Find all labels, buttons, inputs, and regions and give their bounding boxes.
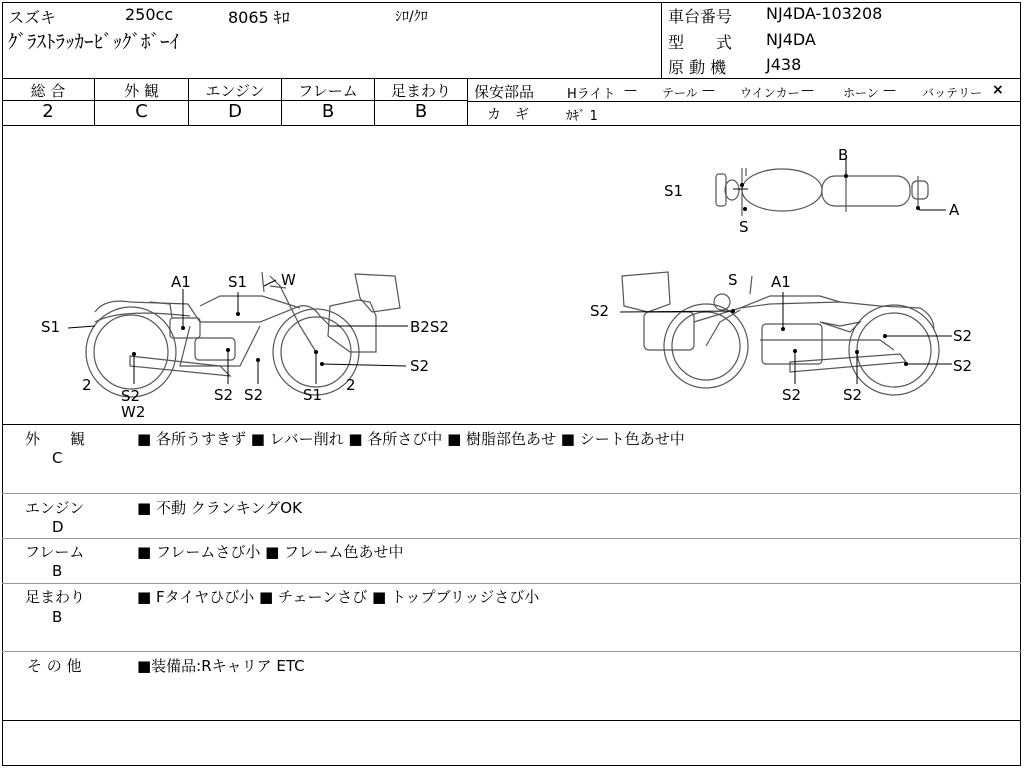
safety-battery-status: × — [992, 82, 1004, 98]
reg-value: NJ4DA-103208 — [766, 4, 883, 23]
color: ｼﾛ/ｸﾛ — [395, 9, 428, 25]
diagram-label: S2 — [953, 357, 973, 375]
diagram-label: W2 — [121, 403, 146, 421]
divider — [2, 651, 1021, 652]
diagram-label: 2 — [346, 376, 356, 394]
safety-horn: ホーン — [843, 86, 879, 100]
type-value: NJ4DA — [766, 30, 816, 49]
diagram-label: S2 — [782, 386, 802, 404]
divider — [2, 78, 1021, 79]
remark-text-other: ■装備品:Rキャリア ETC — [137, 657, 305, 675]
safety-tail: テール — [662, 86, 698, 100]
safety-winker: ウインカー — [740, 86, 800, 100]
type-label: 型 式 — [668, 33, 733, 52]
remark-grade-engine: D — [52, 518, 64, 536]
remark-text-frame: ■ フレームさび小 ■ フレーム色あせ中 — [137, 543, 404, 561]
safety-winker-status: — — [801, 83, 814, 98]
remark-text-engine: ■ 不動 クランキングOK — [137, 499, 302, 517]
diagram-label: S2 — [590, 302, 610, 320]
grade-value-exterior: C — [135, 101, 148, 122]
remark-text-suspension: ■ Fタイヤひび小 ■ チェーンさび ■ トップブリッジさび小 — [137, 588, 540, 606]
diagram-label: A1 — [171, 273, 191, 291]
diagram-label: S2 — [121, 387, 141, 405]
reg-label: 車台番号 — [668, 7, 733, 26]
remark-label-frame: フレーム — [25, 543, 85, 561]
key-label: カ ギ — [487, 107, 529, 123]
divider — [2, 538, 1021, 539]
safety-battery: バッテリー — [922, 86, 983, 100]
key-value: ｶｷﾞ 1 — [566, 109, 598, 124]
grade-label-suspension: 足まわり — [390, 82, 451, 100]
grade-value-suspension: B — [414, 101, 428, 122]
diagram-label: S2 — [214, 386, 234, 404]
safety-mid-line — [467, 101, 1021, 102]
diagram-label: S2 — [843, 386, 863, 404]
remark-grade-exterior: C — [52, 449, 63, 467]
diagram-label: S2 — [953, 327, 973, 345]
grade-value-total: 2 — [42, 101, 54, 122]
top-view-bike — [716, 168, 928, 216]
grade-value-engine: D — [228, 101, 242, 122]
grade-divider — [467, 78, 468, 126]
model-name: ｸﾞﾗｽﾄﾗｯｶｰﾋﾞｯｸﾞﾎﾞｰｲ — [8, 31, 180, 53]
diagram-label: S1 — [41, 318, 61, 336]
remark-label-exterior: 外 観 — [25, 430, 86, 448]
damage-diagram — [0, 126, 1024, 426]
divider — [2, 720, 1021, 721]
divider — [2, 583, 1021, 584]
safety-tail-status: — — [702, 83, 715, 98]
remark-label-engine: エンジン — [25, 499, 85, 517]
grade-label-frame: フレーム — [298, 82, 358, 100]
diagram-label: S — [728, 271, 738, 289]
displacement: 250cc — [125, 5, 174, 24]
diagram-label: B2S2 — [410, 318, 449, 336]
diagram-label: A — [949, 201, 960, 219]
grade-label-exterior: 外 観 — [124, 82, 159, 100]
remark-label-other: そ の 他 — [27, 657, 82, 675]
mileage: 8065 ｷﾛ — [228, 8, 290, 27]
diagram-label: S1 — [228, 273, 248, 291]
diagram-label: S1 — [303, 386, 323, 404]
diagram-label: S2 — [244, 386, 264, 404]
safety-horn-status: — — [883, 83, 896, 98]
safety-title: 保安部品 — [474, 83, 535, 101]
remark-label-suspension: 足まわり — [25, 588, 86, 606]
safety-headlight: Hライト — [567, 87, 616, 102]
diagram-label: B — [838, 146, 849, 164]
maker: スズキ — [8, 8, 57, 27]
diagram-label: 2 — [82, 376, 92, 394]
engine-value: J438 — [766, 55, 802, 74]
diagram-label: W — [281, 271, 296, 289]
engine-label: 原 動 機 — [668, 58, 727, 77]
safety-headlight-status: — — [624, 83, 637, 98]
grade-value-frame: B — [321, 101, 335, 122]
diagram-label: S2 — [410, 357, 430, 375]
remark-text-exterior: ■ 各所うすきず ■ レバー削れ ■ 各所さび中 ■ 樹脂部色あせ ■ シート色あせ中 — [137, 430, 685, 448]
remark-grade-suspension: B — [52, 608, 63, 626]
diagram-label: S1 — [664, 182, 684, 200]
grade-label-total: 総 合 — [30, 82, 66, 100]
divider — [2, 424, 1021, 425]
diagram-label: S — [739, 218, 749, 236]
grade-label-engine: エンジン — [205, 82, 265, 100]
remark-grade-frame: B — [52, 562, 63, 580]
divider — [2, 493, 1021, 494]
header-divider — [661, 2, 662, 78]
diagram-label: A1 — [771, 273, 791, 291]
